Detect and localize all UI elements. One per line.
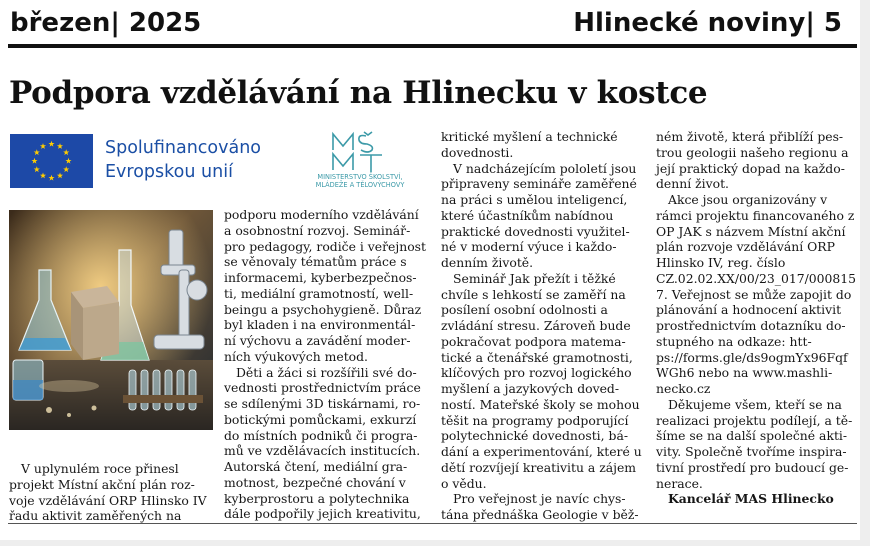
eu-star-icon (31, 158, 37, 164)
text-line: šíme se na další společné akti- (656, 428, 848, 444)
eu-cofunding-text (105, 136, 261, 184)
text-line: realizaci projektu podílejí, a tě- (656, 412, 853, 428)
text-line: informacemi, kyberbezpečnos- (224, 270, 417, 285)
text-line: WGh6 nebo na www.mashli- (656, 365, 833, 381)
text-line: voje vzdělávání ORP Hlinsko IV (9, 492, 207, 508)
article-column-4 (656, 129, 856, 507)
text-line: rámci projektu financovaného z (656, 207, 855, 223)
text-line: její praktický dopad na každo- (656, 160, 845, 176)
text-line: denní život. (656, 176, 729, 192)
text-line: Akce jsou organizovány v (668, 192, 828, 207)
header-rule (8, 44, 857, 48)
text-line: které účastníkům nabídnou (441, 207, 614, 223)
eu-flag-icon (10, 134, 93, 188)
article-column-3 (441, 129, 641, 523)
text-line: tána přednáška Geologie v běž- (441, 507, 639, 522)
msmt-line-2: MLÁDEŽE A TĚLOVÝCHOVY (315, 181, 405, 189)
text-line: ností. Mateřské školy se mohou (441, 396, 640, 412)
text-line: necko.cz (656, 381, 711, 396)
text-line: motnost, bezpečné chování v (224, 474, 406, 490)
text-line: dání a experimentování, které u (441, 444, 642, 459)
eu-star-icon (65, 158, 71, 164)
text-line: ních výukových metod. (224, 348, 368, 364)
text-line: o vědu. (441, 475, 487, 491)
eu-star-icon (40, 173, 46, 179)
text-line: Děti a žáci si rozšířili své do- (236, 364, 417, 380)
text-line: ní výchovu a zavádění moder- (224, 333, 411, 348)
text-line: Děkujeme všem, kteří se na (668, 396, 842, 412)
text-line: OP JAK s názvem Místní akční (656, 223, 846, 239)
bottom-rule (8, 523, 857, 524)
issue-date: březen| 2025 (10, 8, 202, 38)
text-line: plánování a hodnocení aktivit (656, 302, 842, 318)
text-line: nerace. (656, 475, 703, 491)
text-line: chvíle s lehkostí se zaměří na (441, 286, 626, 302)
text-line: Hlinsko IV, reg. číslo (656, 255, 786, 270)
text-line: do místních podniků či progra- (224, 427, 418, 443)
text-line: kritické myšlení a technické (441, 129, 618, 144)
text-line: klíčových pro rozvoj logického (441, 365, 632, 381)
text-line: zvládání stresu. Zároveň bude (441, 318, 631, 333)
eu-star-icon (63, 166, 69, 172)
eu-star-icon (57, 173, 63, 179)
article-column-2 (224, 207, 424, 522)
text-line: botickými pomůckami, exkurzí (224, 411, 417, 427)
eu-star-icon (34, 166, 40, 172)
text-line: polytechnické dovednosti, bá- (441, 428, 629, 444)
text-line: praktické dovednosti využitel- (441, 223, 630, 239)
eu-star-icon (48, 175, 54, 181)
text-line: dětí rozvíjejí kreativitu a zájem (441, 459, 637, 475)
text-line: prostřednictvím dotazníku do- (656, 318, 846, 333)
text-line: dále podpořily jejich kreativitu, (224, 506, 421, 522)
text-line: V uplynulém roce přinesl (21, 461, 179, 476)
text-line: vity. Společně tvoříme inspira- (656, 444, 847, 459)
text-line: těšit na programy podporující (441, 412, 629, 428)
text-line: tivní prostředí pro budoucí ge- (656, 459, 849, 475)
text-line: V nadcházejícím pololetí jsou (453, 160, 637, 176)
text-line: mů ve vzdělávacích institucích. (224, 443, 421, 459)
text-line: 7. Veřejnost se může zapojit do (656, 286, 852, 302)
text-line: podporu moderního vzdělávání (224, 207, 419, 222)
text-line: CZ.02.02.XX/00/23_017/000815 (656, 270, 857, 286)
article-headline: Podpora vzdělávání na Hlinecku v kostce (9, 75, 708, 111)
text-line: se sdílenými 3D tiskárnami, ro- (224, 396, 421, 411)
text-line: vednosti prostřednictvím práce (224, 380, 421, 396)
text-line: plán rozvoje vzdělávání ORP (656, 239, 835, 255)
msmt-logo-icon (330, 130, 388, 174)
text-line: pokračovat podpora matema- (441, 333, 626, 349)
text-line: Pro veřejnost je navíc chys- (453, 491, 626, 507)
text-line: ti, mediální gramotností, well- (224, 285, 414, 301)
text-line: Autorská čtení, mediální gra- (224, 459, 408, 474)
eu-star-icon (34, 149, 40, 155)
text-line: dovednosti. (441, 144, 514, 160)
text-line: posílení osobní odolnosti a (441, 302, 608, 318)
article-column-1 (9, 461, 214, 524)
text-line: ném životě, která přiblíží pes- (656, 129, 844, 144)
text-line: připraveny semináře zaměřené (441, 176, 637, 192)
eu-star-icon (48, 141, 54, 147)
text-line: tické a čtenářské gramotnosti, (441, 349, 633, 365)
eu-star-icon (63, 149, 69, 155)
text-line: byl kladen i na environmentál- (224, 317, 416, 333)
article-signature: Kancelář MAS Hlinecko (668, 491, 834, 507)
eu-line-1: Spolufinancováno (105, 138, 262, 158)
msmt-caption (296, 173, 424, 189)
eu-line-2: Evropskou unií (105, 162, 233, 182)
text-line: né v moderní výuce i každo- (441, 239, 617, 255)
text-line: trou geologii našeho regionu a (656, 144, 849, 160)
eu-star-icon (57, 143, 63, 149)
text-line: ps://forms.gle/ds9ogmYx96Fqf (656, 349, 848, 365)
text-line: denním životě. (441, 255, 534, 270)
text-line: řadu aktivit zaměřených na (9, 508, 182, 524)
text-line: a osobnostní rozvoj. Seminář- (224, 222, 411, 238)
article-photo (9, 210, 213, 430)
msmt-line-1: MINISTERSTVO ŠKOLSTVÍ, (317, 173, 403, 181)
eu-star-icon (40, 143, 46, 149)
text-line: se věnovaly tématům práce s (224, 254, 407, 270)
text-line: projekt Místní akční plán roz- (9, 476, 195, 492)
text-line: stupného na odkaze: htt- (656, 333, 812, 349)
text-line: myšlení a jazykových doved- (441, 381, 620, 396)
text-line: beingu a psychohygieně. Důraz (224, 301, 422, 317)
publication-name: Hlinecké noviny| 5 (573, 8, 842, 38)
text-line: na práci s umělou inteligencí, (441, 192, 628, 207)
text-line: Seminář Jak přežít i těžké (453, 270, 616, 286)
text-line: pro pedagogy, rodiče i veřejnost (224, 238, 426, 254)
text-line: kyberprostoru a polytechnika (224, 490, 410, 506)
